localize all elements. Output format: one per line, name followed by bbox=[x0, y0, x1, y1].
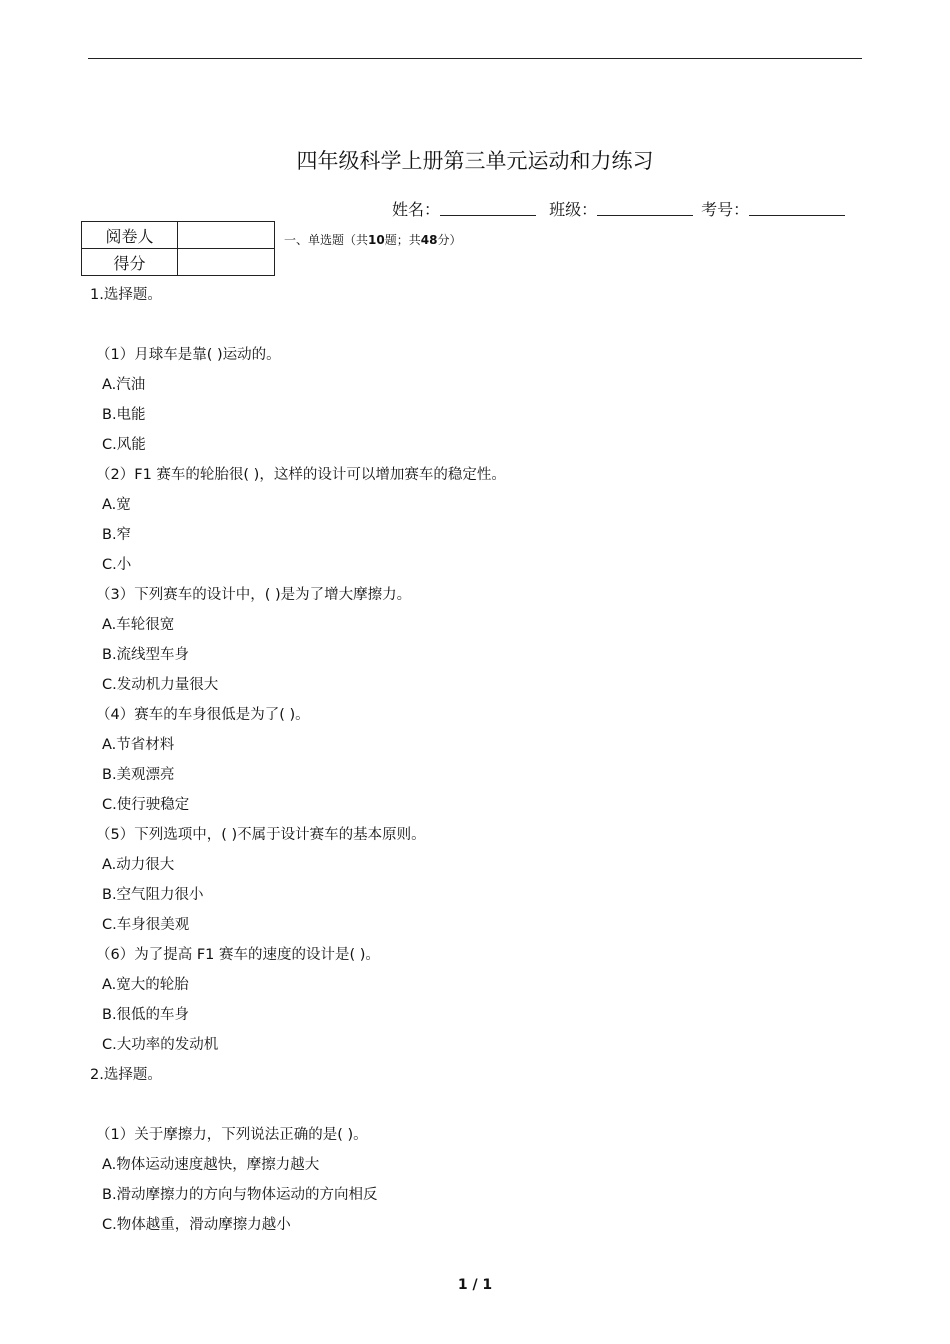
score-cell[interactable] bbox=[178, 249, 275, 276]
option[interactable]: C.大功率的发动机 bbox=[102, 1037, 219, 1053]
sub-question: （6）为了提高 F1 赛车的速度的设计是( )。 bbox=[96, 947, 380, 963]
total-score: 48 bbox=[420, 233, 438, 247]
score-label: 得分 bbox=[82, 249, 178, 276]
option[interactable]: C.小 bbox=[102, 557, 132, 573]
header-rule bbox=[88, 58, 862, 59]
name-label: 姓名： bbox=[392, 200, 441, 219]
option[interactable]: C.使行驶稳定 bbox=[102, 797, 190, 813]
option[interactable]: A.物体运动速度越快，摩擦力越大 bbox=[102, 1157, 320, 1173]
option[interactable]: C.风能 bbox=[102, 437, 146, 453]
option[interactable]: B.流线型车身 bbox=[102, 647, 190, 663]
option[interactable]: A.动力很大 bbox=[102, 857, 175, 873]
page-title: 四年级科学上册第三单元运动和力练习 bbox=[296, 149, 654, 173]
grader-label: 阅卷人 bbox=[82, 222, 178, 249]
class-blank[interactable] bbox=[597, 199, 693, 216]
option[interactable]: B.空气阻力很小 bbox=[102, 887, 204, 903]
option[interactable]: A.汽油 bbox=[102, 377, 146, 393]
sub-question: （1）关于摩擦力，下列说法正确的是( )。 bbox=[96, 1127, 368, 1143]
grader-cell[interactable] bbox=[178, 222, 275, 249]
option[interactable]: A.节省材料 bbox=[102, 737, 175, 753]
name-blank[interactable] bbox=[440, 199, 536, 216]
section-heading bbox=[284, 231, 461, 248]
sub-question: （4）赛车的车身很低是为了( )。 bbox=[96, 707, 310, 723]
section-prefix: 一、单选题（共 bbox=[284, 233, 369, 247]
question-title: 2.选择题。 bbox=[90, 1067, 162, 1083]
section-suffix: 分） bbox=[437, 233, 462, 247]
score-table bbox=[81, 221, 275, 276]
question-list bbox=[90, 284, 850, 1244]
student-info-line bbox=[392, 197, 853, 220]
id-blank[interactable] bbox=[749, 199, 845, 216]
sub-question: （3）下列赛车的设计中，( )是为了增大摩擦力。 bbox=[96, 587, 412, 603]
option[interactable]: B.美观漂亮 bbox=[102, 767, 175, 783]
question-count: 10 bbox=[368, 233, 385, 247]
option[interactable]: C.发动机力量很大 bbox=[102, 677, 219, 693]
page-number: 1 / 1 bbox=[457, 1277, 493, 1293]
question-title: 1.选择题。 bbox=[90, 287, 162, 303]
option[interactable]: A.车轮很宽 bbox=[102, 617, 175, 633]
sub-question: （5）下列选项中，( )不属于设计赛车的基本原则。 bbox=[96, 827, 426, 843]
option[interactable]: B.窄 bbox=[102, 527, 132, 543]
option[interactable]: A.宽大的轮胎 bbox=[102, 977, 189, 993]
option[interactable]: C.物体越重，滑动摩擦力越小 bbox=[102, 1217, 291, 1233]
id-label: 考号： bbox=[701, 200, 750, 219]
option[interactable]: A.宽 bbox=[102, 497, 131, 513]
sub-question: （2）F1 赛车的轮胎很( )，这样的设计可以增加赛车的稳定性。 bbox=[96, 467, 506, 483]
section-mid: 题；共 bbox=[384, 233, 421, 247]
option[interactable]: C.车身很美观 bbox=[102, 917, 190, 933]
option[interactable]: B.电能 bbox=[102, 407, 146, 423]
sub-question: （1）月球车是靠( )运动的。 bbox=[96, 347, 281, 363]
class-label: 班级： bbox=[549, 200, 598, 219]
option[interactable]: B.很低的车身 bbox=[102, 1007, 190, 1023]
option[interactable]: B.滑动摩擦力的方向与物体运动的方向相反 bbox=[102, 1187, 378, 1203]
